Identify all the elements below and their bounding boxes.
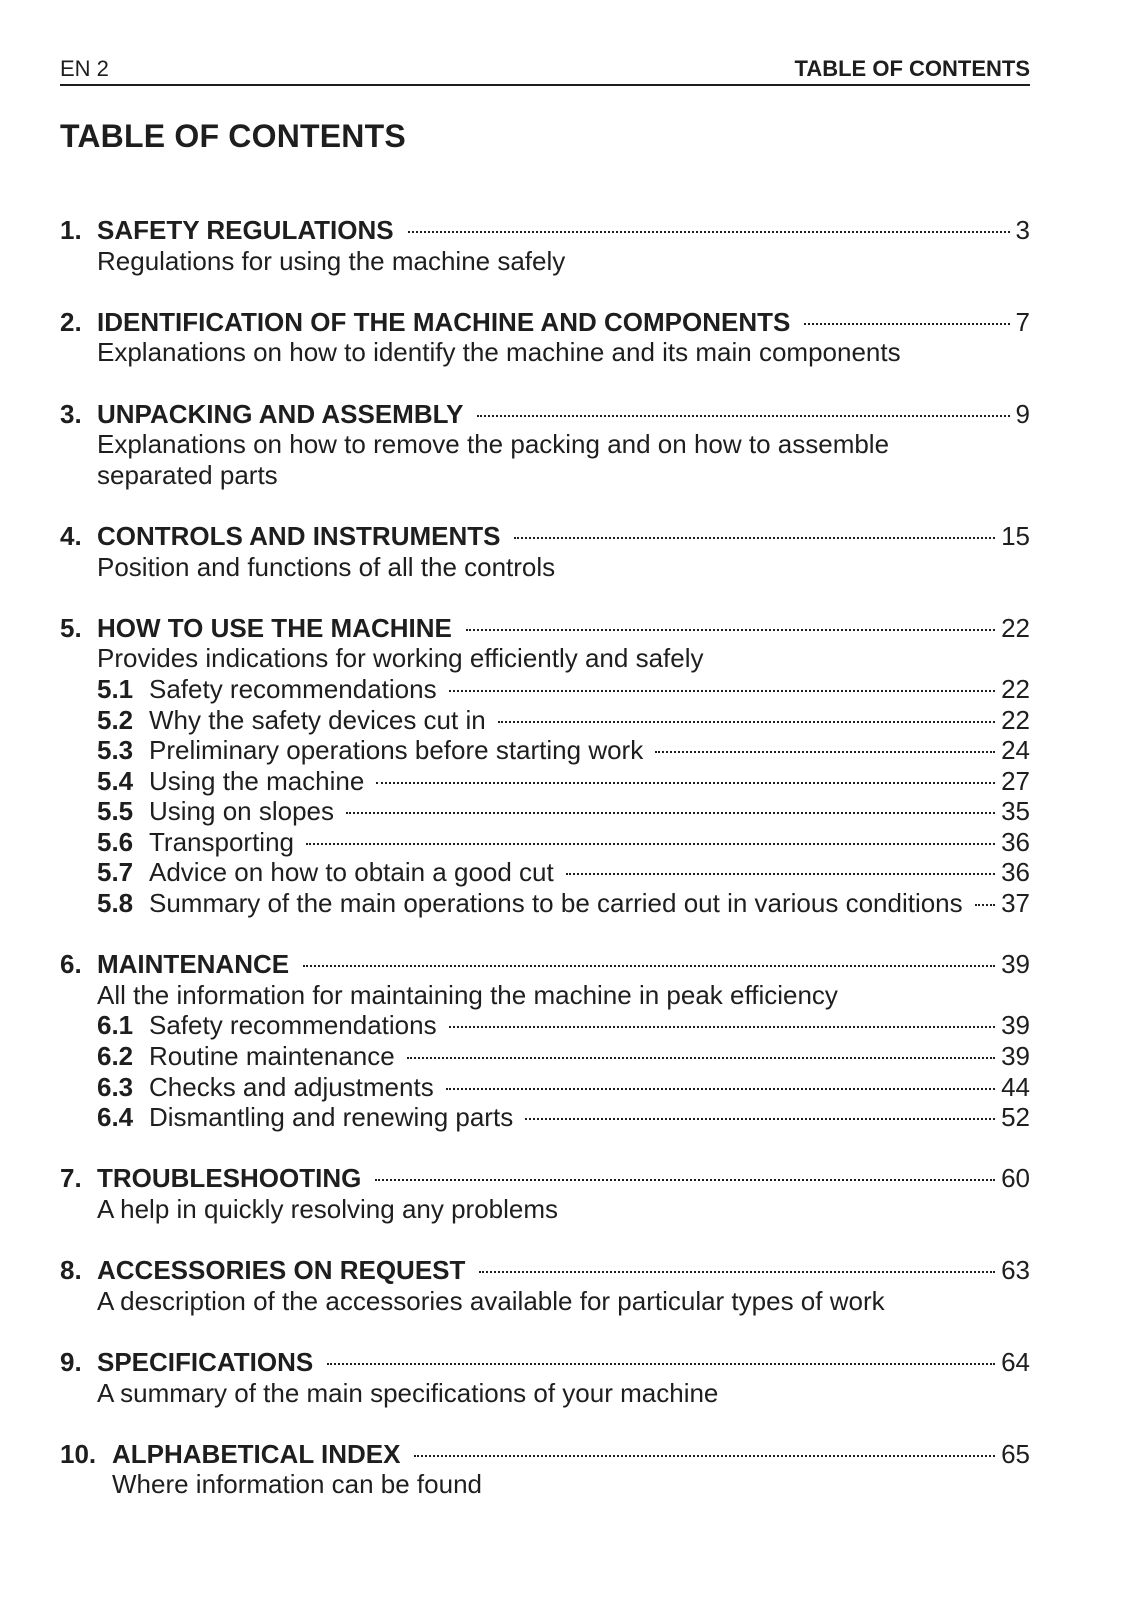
- page-number: 15: [1001, 520, 1030, 551]
- subsection-number: 5.5: [97, 796, 134, 827]
- toc-section-3: [60, 399, 1030, 491]
- page-number: 39: [1001, 1010, 1030, 1041]
- section-number: 5.: [60, 612, 82, 643]
- section-title: ACCESSORIES ON REQUEST: [97, 1255, 466, 1286]
- page-number: 60: [1001, 1163, 1030, 1194]
- dot-leader: [514, 537, 995, 539]
- subsection-title: Safety recommendations: [149, 1010, 437, 1041]
- section-title: SAFETY REGULATIONS: [97, 215, 394, 245]
- subsection-number: 5.6: [97, 826, 134, 857]
- subsection-number: 6.1: [97, 1010, 134, 1041]
- section-number: 10.: [60, 1438, 97, 1469]
- page-number: 64: [1001, 1346, 1030, 1377]
- subsection-title: Preliminary operations before starting work: [149, 735, 644, 766]
- toc-section-2: [60, 307, 1030, 368]
- dot-leader: [449, 1026, 995, 1028]
- page-number: 22: [1001, 704, 1030, 735]
- section-number: 9.: [60, 1346, 82, 1377]
- section-number: 2.: [60, 306, 82, 337]
- section-title: SPECIFICATIONS: [97, 1346, 314, 1377]
- table-of-contents: [60, 215, 1030, 1531]
- toc-section-10: [60, 1439, 1030, 1500]
- section-description-line: separated parts: [97, 459, 278, 490]
- toc-subentry[interactable]: [60, 1072, 1030, 1103]
- section-title: ALPHABETICAL INDEX: [112, 1438, 401, 1469]
- section-description: A summary of the main specifications of your machine: [97, 1377, 719, 1408]
- subsection-number: 5.3: [97, 735, 134, 766]
- dot-leader: [449, 690, 995, 692]
- toc-subentry[interactable]: [60, 1102, 1030, 1133]
- page-number: 52: [1001, 1102, 1030, 1133]
- page-number: 3: [1015, 215, 1030, 245]
- subsection-title: Using the machine: [149, 765, 365, 796]
- page-number: 22: [1001, 673, 1030, 704]
- page-title: TABLE OF CONTENTS: [60, 118, 406, 154]
- toc-subentry[interactable]: [60, 827, 1030, 858]
- section-number: 7.: [60, 1163, 82, 1194]
- toc-section-8: [60, 1255, 1030, 1316]
- dot-leader: [975, 904, 995, 906]
- toc-entry[interactable]: [60, 1163, 1030, 1194]
- subsection-number: 5.4: [97, 765, 134, 796]
- section-title: MAINTENANCE: [97, 949, 290, 980]
- page-header: [60, 54, 1030, 86]
- subsection-title: Advice on how to obtain a good cut: [149, 857, 554, 888]
- subsection-title: Routine maintenance: [149, 1041, 395, 1072]
- section-title: UNPACKING AND ASSEMBLY: [97, 398, 464, 429]
- page-number: 63: [1001, 1255, 1030, 1286]
- section-title: TROUBLESHOOTING: [97, 1163, 362, 1194]
- section-number: 6.: [60, 949, 82, 980]
- subsection-number: 6.4: [97, 1102, 134, 1133]
- toc-subentry[interactable]: [60, 1010, 1030, 1041]
- subsection-title: Why the safety devices cut in: [149, 704, 486, 735]
- dot-leader: [327, 1363, 995, 1365]
- toc-section-5: [60, 613, 1030, 919]
- subsection-title: Summary of the main operations to be carried out in various conditions: [149, 888, 963, 919]
- dot-leader: [407, 1057, 995, 1059]
- toc-subentry[interactable]: [60, 1041, 1030, 1072]
- dot-leader: [408, 231, 1010, 233]
- section-title: HOW TO USE THE MACHINE: [97, 612, 452, 643]
- dot-leader: [525, 1118, 995, 1120]
- dot-leader: [414, 1455, 995, 1457]
- section-description: Regulations for using the machine safely: [97, 245, 566, 276]
- subsection-title: Checks and adjustments: [149, 1071, 434, 1102]
- subsection-title: Using on slopes: [149, 796, 334, 827]
- page-number: 44: [1001, 1071, 1030, 1102]
- subsection-number: 5.1: [97, 673, 134, 704]
- dot-leader: [655, 751, 995, 753]
- toc-subentry[interactable]: [60, 888, 1030, 919]
- page-number: 36: [1001, 826, 1030, 857]
- dot-leader: [446, 1088, 995, 1090]
- section-description: All the information for maintaining the machine in peak efficiency: [97, 979, 838, 1010]
- page-number: 65: [1001, 1438, 1030, 1469]
- page-number: 27: [1001, 765, 1030, 796]
- toc-entry[interactable]: [60, 613, 1030, 644]
- section-title: IDENTIFICATION OF THE MACHINE AND COMPONENTS: [97, 306, 791, 337]
- toc-subentry[interactable]: [60, 796, 1030, 827]
- section-description-line: Explanations on how to remove the packing and on how to assemble: [97, 429, 890, 460]
- subsection-number: 5.2: [97, 704, 134, 735]
- section-description: A description of the accessories available for particular types of work: [97, 1285, 885, 1316]
- dot-leader: [498, 721, 995, 723]
- dot-leader: [477, 415, 1009, 417]
- dot-leader: [346, 812, 995, 814]
- subsection-number: 6.2: [97, 1041, 134, 1072]
- subsection-title: Dismantling and renewing parts: [149, 1102, 514, 1133]
- subsection-number: 5.8: [97, 888, 134, 919]
- toc-entry[interactable]: [60, 949, 1030, 980]
- subsection-number: 6.3: [97, 1071, 134, 1102]
- toc-section-7: [60, 1163, 1030, 1224]
- page-number: 36: [1001, 857, 1030, 888]
- page-number: 39: [1001, 1041, 1030, 1072]
- subsection-number: 5.7: [97, 857, 134, 888]
- section-description: Position and functions of all the controls: [97, 551, 556, 582]
- dot-leader: [804, 323, 1009, 325]
- toc-entry[interactable]: [60, 307, 1030, 338]
- section-description: Provides indications for working efficiently and safely: [97, 643, 704, 674]
- section-number: 8.: [60, 1255, 82, 1286]
- toc-section-6: [60, 949, 1030, 1133]
- dot-leader: [479, 1271, 995, 1273]
- page-number: 7: [1015, 306, 1030, 337]
- toc-section-9: [60, 1347, 1030, 1408]
- section-description: A help in quickly resolving any problems: [97, 1194, 559, 1224]
- section-number: 1.: [60, 215, 82, 245]
- section-number: 4.: [60, 520, 82, 551]
- toc-subentry[interactable]: [60, 735, 1030, 766]
- toc-subentry[interactable]: [60, 766, 1030, 797]
- toc-subentry[interactable]: [60, 674, 1030, 705]
- toc-entry[interactable]: [60, 1347, 1030, 1378]
- dot-leader: [303, 965, 995, 967]
- toc-section-4: [60, 521, 1030, 582]
- page-number: 37: [1001, 888, 1030, 919]
- dot-leader: [466, 629, 995, 631]
- section-description: Explanations on how to identify the machine and its main components: [97, 337, 901, 368]
- dot-leader: [375, 1179, 995, 1181]
- toc-subentry[interactable]: [60, 857, 1030, 888]
- toc-subentry[interactable]: [60, 705, 1030, 736]
- subsection-title: Transporting: [149, 826, 294, 857]
- running-title: TABLE OF CONTENTS: [794, 56, 1030, 81]
- section-description: Where information can be found: [112, 1469, 482, 1500]
- toc-section-1: [60, 215, 1030, 276]
- page-number-label: EN 2: [60, 56, 109, 81]
- dot-leader: [376, 782, 995, 784]
- page-number: 24: [1001, 735, 1030, 766]
- page-number: 39: [1001, 949, 1030, 980]
- page-number: 9: [1015, 398, 1030, 429]
- toc-entry[interactable]: [60, 399, 1030, 430]
- section-number: 3.: [60, 398, 82, 429]
- page-number: 22: [1001, 612, 1030, 643]
- toc-entry[interactable]: [60, 1439, 1030, 1470]
- subsection-title: Safety recommendations: [149, 673, 437, 704]
- toc-entry[interactable]: [60, 521, 1030, 552]
- dot-leader: [306, 843, 995, 845]
- dot-leader: [566, 873, 995, 875]
- toc-entry[interactable]: [60, 215, 1030, 246]
- section-title: CONTROLS AND INSTRUMENTS: [97, 520, 501, 551]
- toc-entry[interactable]: [60, 1255, 1030, 1286]
- page-number: 35: [1001, 796, 1030, 827]
